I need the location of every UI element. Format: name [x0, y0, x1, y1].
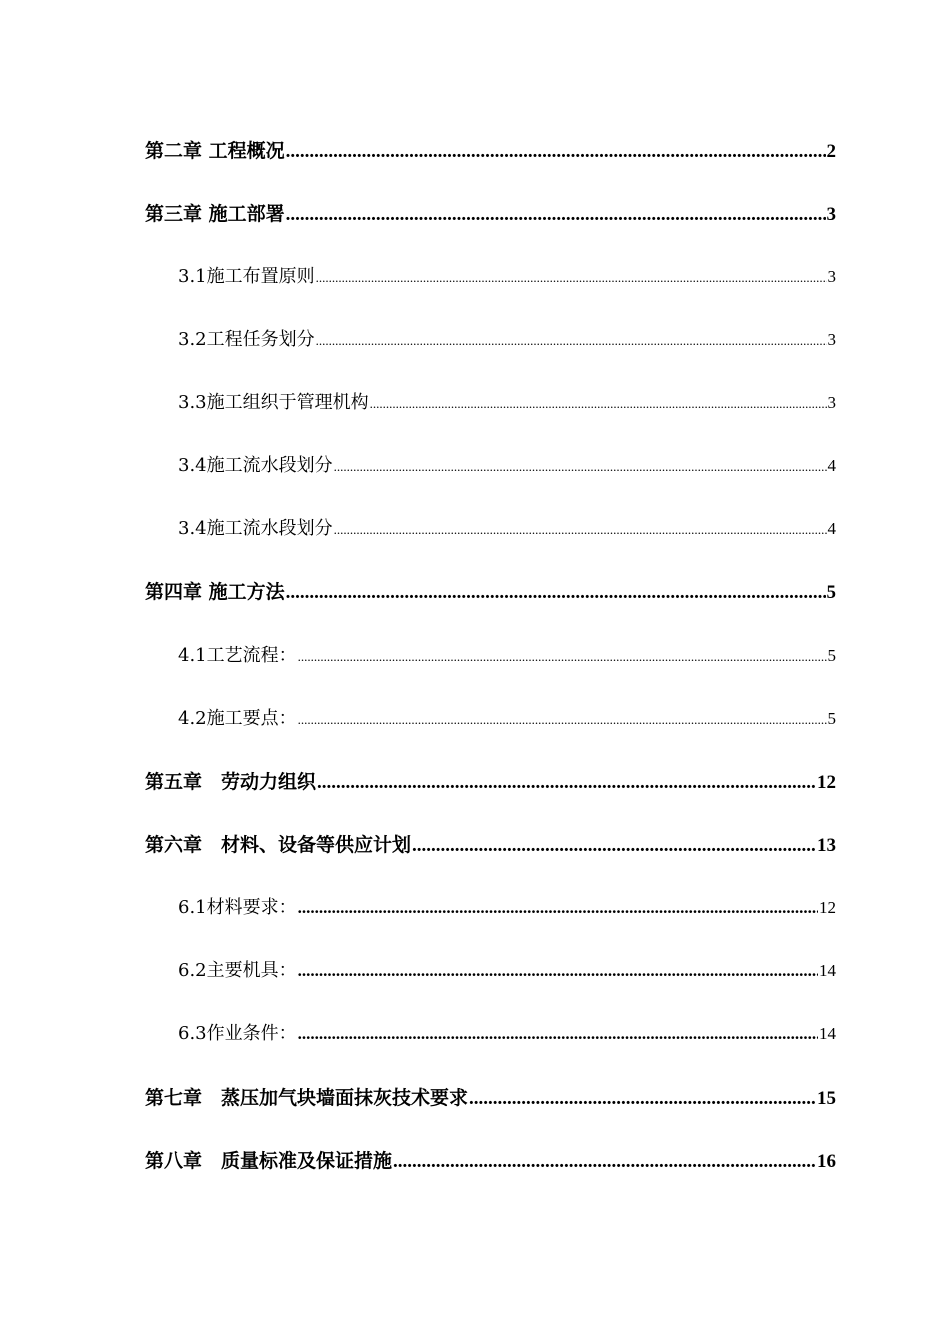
toc-entry-title: 第二章 工程概况	[145, 140, 285, 162]
toc-entry-page: 5	[827, 709, 836, 728]
toc-dot-leader	[298, 642, 827, 672]
toc-entry-chapter-4[interactable]	[145, 577, 836, 607]
toc-entry-page: 14	[819, 1024, 836, 1043]
toc-dot-leader	[469, 1084, 816, 1114]
toc-entry-title: 3.1施工布置原则	[178, 266, 315, 287]
toc-entry-section-6-1[interactable]	[178, 893, 836, 923]
toc-entry-title: 6.2主要机具：	[178, 960, 297, 981]
toc-entry-title: 第六章 材料、设备等供应计划	[145, 834, 412, 856]
toc-entry-page: 3	[827, 267, 836, 286]
toc-entry-page: 14	[819, 961, 836, 980]
toc-entry-chapter-2[interactable]	[145, 136, 836, 166]
toc-entry-chapter-5[interactable]	[145, 767, 836, 797]
toc-entry-page: 4	[827, 456, 836, 475]
toc-entry-page: 12	[817, 772, 836, 793]
toc-entry-title: 第五章 劳动力组织	[145, 771, 317, 793]
toc-entry-section-3-1[interactable]	[178, 262, 836, 292]
toc-entry-section-4-1[interactable]	[178, 641, 836, 671]
toc-dot-leader	[316, 326, 827, 356]
toc-entry-section-6-2[interactable]	[178, 956, 836, 986]
toc-dot-leader	[298, 1019, 818, 1049]
toc-entry-chapter-3[interactable]	[145, 199, 836, 229]
toc-dot-leader	[316, 263, 827, 293]
toc-entry-page: 3	[827, 393, 836, 412]
toc-entry-page: 15	[817, 1088, 836, 1109]
toc-entry-page: 3	[826, 204, 836, 225]
toc-entry-title: 第七章 蒸压加气块墙面抹灰技术要求	[145, 1087, 469, 1109]
toc-entry-page: 16	[817, 1151, 836, 1172]
toc-entry-title: 第四章 施工方法	[145, 581, 285, 603]
toc-entry-title: 4.2施工要点：	[178, 708, 297, 729]
toc-dot-leader	[334, 515, 827, 545]
toc-dot-leader	[334, 452, 827, 482]
toc-entry-section-4-2[interactable]	[178, 704, 836, 734]
toc-entry-section-3-4-repeat[interactable]	[178, 514, 836, 544]
toc-dot-leader	[393, 1147, 816, 1177]
toc-entry-title: 3.3施工组织于管理机构	[178, 392, 369, 413]
toc-dot-leader	[370, 389, 827, 419]
toc-entry-chapter-7[interactable]	[145, 1083, 836, 1113]
toc-entry-chapter-8[interactable]	[145, 1146, 836, 1176]
toc-dot-leader	[298, 893, 818, 923]
toc-entry-title: 6.1材料要求：	[178, 897, 297, 918]
toc-dot-leader	[412, 831, 816, 861]
toc-entry-page: 5	[826, 582, 836, 603]
toc-entry-page: 2	[826, 141, 836, 162]
toc-dot-leader	[286, 137, 826, 167]
toc-dot-leader	[298, 956, 818, 986]
toc-entry-title: 3.2工程任务划分	[178, 329, 315, 350]
toc-entry-section-3-3[interactable]	[178, 388, 836, 418]
toc-entry-title: 3.4施工流水段划分	[178, 518, 333, 539]
toc-entry-section-3-4[interactable]	[178, 451, 836, 481]
toc-dot-leader	[286, 578, 826, 608]
toc-entry-page: 12	[819, 898, 836, 917]
toc-entry-section-6-3[interactable]	[178, 1019, 836, 1049]
toc-dot-leader	[286, 200, 826, 230]
toc-entry-title: 4.1工艺流程：	[178, 645, 297, 666]
toc-dot-leader	[298, 705, 827, 735]
toc-entry-page: 4	[827, 519, 836, 538]
toc-entry-chapter-6[interactable]	[145, 830, 836, 860]
toc-entry-title: 第三章 施工部署	[145, 203, 285, 225]
toc-entry-section-3-2[interactable]	[178, 325, 836, 355]
toc-entry-page: 5	[827, 646, 836, 665]
toc-entry-page: 3	[827, 330, 836, 349]
toc-entry-page: 13	[817, 835, 836, 856]
toc-dot-leader	[317, 768, 816, 798]
toc-entry-title: 6.3作业条件：	[178, 1023, 297, 1044]
toc-entry-title: 第八章 质量标准及保证措施	[145, 1150, 393, 1172]
toc-entry-title: 3.4施工流水段划分	[178, 455, 333, 476]
